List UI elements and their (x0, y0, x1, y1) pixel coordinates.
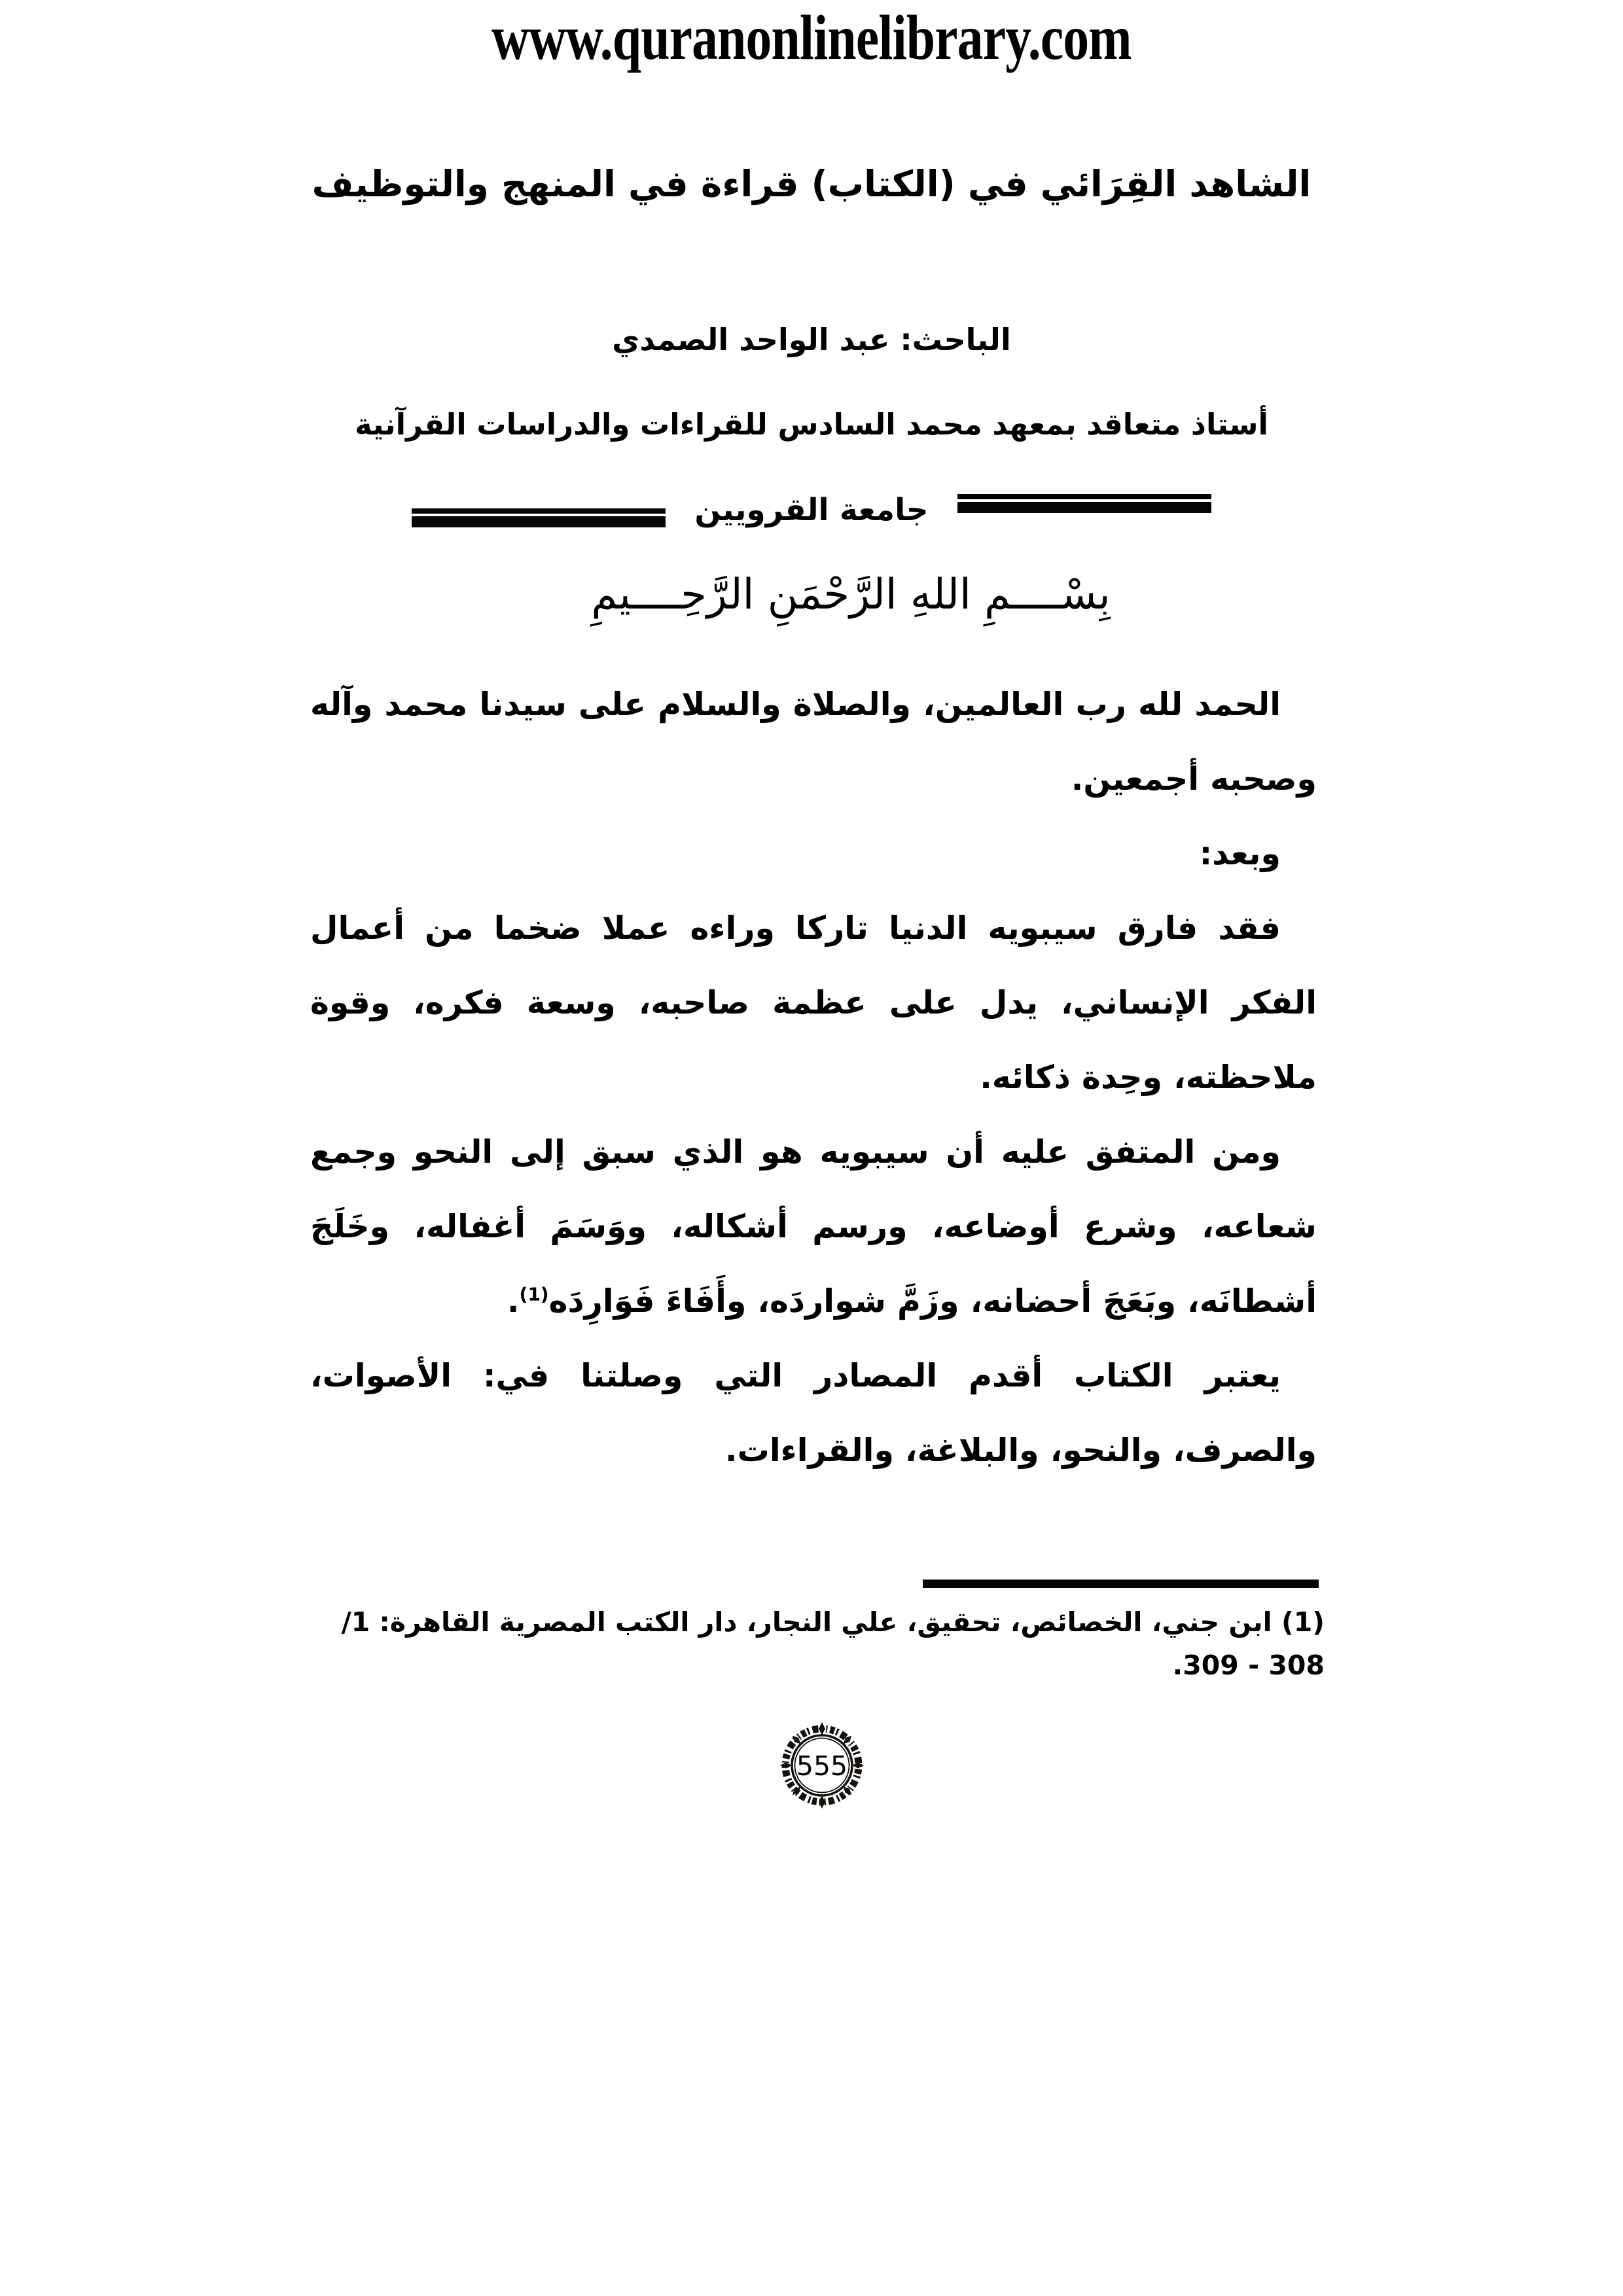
paragraph-sibawayh-grammar (310, 1115, 1317, 1339)
basmala-calligraphy: بِسْــــمِ اللهِ الرَّحْمَنِ الرَّحِــــيمِ (591, 571, 1111, 619)
decorative-rule-right (957, 494, 1211, 513)
rule-bar-thick (412, 516, 666, 527)
article-title: الشاهد القِرَائي في (الكتاب) قراءة في المنهج والتوظيف (312, 163, 1311, 205)
footnote-reference-marker: (1) (519, 1283, 549, 1305)
researcher-line: الباحث: عبد الواحد الصمدي (612, 322, 1011, 357)
paragraph-hamd: الحمد لله رب العالمين، والصلاة والسلام على سيدنا محمد وآله وصحبه أجمعين. (310, 686, 1317, 798)
rule-bar-thin (957, 494, 1211, 499)
paragraph-wabaad: وبعد: (1199, 835, 1281, 872)
university-row (0, 492, 1623, 528)
decorative-rule-left (412, 508, 666, 527)
affiliation-line: أستاذ متعاقد بمعهد محمد السادس للقراءات والدراسات القرآنية (355, 407, 1268, 442)
rule-bar-thin (412, 508, 666, 514)
page-number: 555 (796, 1750, 848, 1782)
paragraph-text: ومن المتفق عليه أن سيبويه هو الذي سبق إلى النحو وجمع شعاعه، وشرع أوضاعه، ورسم أشكاله، ووَسَمَ أغفاله، وخَلَجَ أشطانَه، وبَعَجَ أحضانه، وزَمَّ شواردَه، وأَفَاءَ فَوَارِدَه (310, 1133, 1317, 1320)
article-body (310, 667, 1317, 1488)
website-wordmark: www.quranonlinelibrary.com (491, 3, 1132, 73)
paragraph-sibawayh-death: فقد فارق سيبويه الدنيا تاركا وراءه عملا ضخما من أعمال الفكر الإنساني، يدل على عظمة صاحبه، وسعة فكره، وقوة ملاحظته، وحِدة ذكائه. (310, 910, 1317, 1096)
footnote-text: (1) ابن جني، الخصائص، تحقيق، علي النجار، دار الكتب المصرية القاهرة: 1/ 308 - 309. (341, 1606, 1325, 1681)
footnote-separator (923, 1580, 1319, 1588)
ornament-medallion-graphic (779, 1722, 865, 1809)
university-name: جامعة القرويين (694, 492, 929, 528)
website-header (0, 1, 1623, 74)
paragraph-kitab-sources: يعتبر الكتاب أقدم المصادر التي وصلتنا في: الأصوات، والصرف، والنحو، والبلاغة، والقراءات. (310, 1357, 1317, 1469)
rule-bar-thick (957, 502, 1211, 513)
page-number-ornament (779, 1722, 865, 1809)
sentence-period: . (507, 1282, 520, 1320)
